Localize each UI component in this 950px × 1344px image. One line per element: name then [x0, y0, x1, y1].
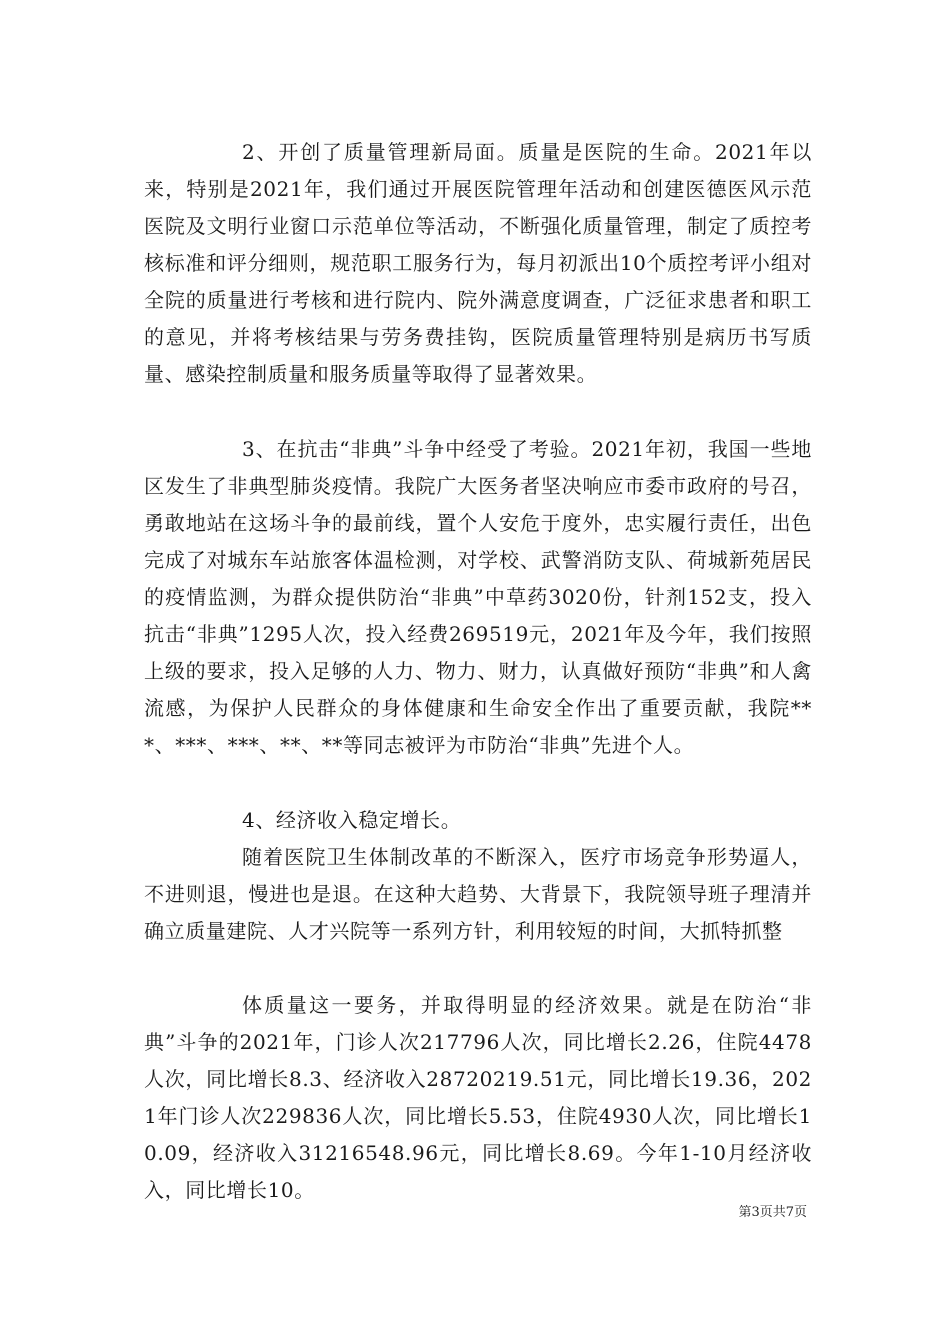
paragraph-income-heading: 4、经济收入稳定增长。	[242, 808, 462, 832]
paragraph-sars-fight: 3、在抗击“非典”斗争中经受了考验。2021年初，我国一些地区发生了非典型肺炎疫情。我院广大医务者坚决响应市委市政府的号召，勇敢地站在这场斗争的最前线，置个人安危于度外，忠实履行责任，出色完成了对城东车站旅客体温检测，对学校、武警消防支队、荷城新苑居民的疫情监测，为群众提供防治“非典”中草药3020份，针剂152支，投入抗击“非典”1295人次，投入经费269519元，2021年及今年，我们按照上级的要求，投入足够的人力、物力、财力，认真做好预防“非典”和人禽流感，为保护人民群众的身体健康和生命安全作出了重要贡献，我院***、***、***、**、**等同志被评为市防治“非典”先进个人。	[144, 437, 812, 757]
page-number-footer: 第3页共7页	[738, 1205, 807, 1220]
paragraph-economic-results: 体质量这一要务，并取得明显的经济效果。就是在防治“非典”斗争的2021年，门诊人次217796人次，同比增长2.26，住院4478人次，同比增长8.3、经济收入28720219.51元，同比增长19.36，2021年门诊人次229836人次，同比增长5.53，住院4930人次，同比增长10.09，经济收入31216548.96元，同比增长8.69。今年1-10月经济收入，同比增长10。	[144, 993, 812, 1202]
paragraph-quality-management: 2、开创了质量管理新局面。质量是医院的生命。2021年以来，特别是2021年，我们通过开展医院管理年活动和创建医德医风示范医院及文明行业窗口示范单位等活动，不断强化质量管理，制定了质控考核标准和评分细则，规范职工服务行为，每月初派出10个质控考评小组对全院的质量进行考核和进行院内、院外满意度调查，广泛征求患者和职工的意见，并将考核结果与劳务费挂钩，医院质量管理特别是病历书写质量、感染控制质量和服务质量等取得了显著效果。	[144, 140, 812, 386]
paragraph-reform: 随着医院卫生体制改革的不断深入，医疗市场竞争形势逼人，不进则退，慢进也是退。在这种大趋势、大背景下，我院领导班子理清并确立质量建院、人才兴院等一系列方针，利用较短的时间，大抓特抓整	[144, 845, 812, 943]
